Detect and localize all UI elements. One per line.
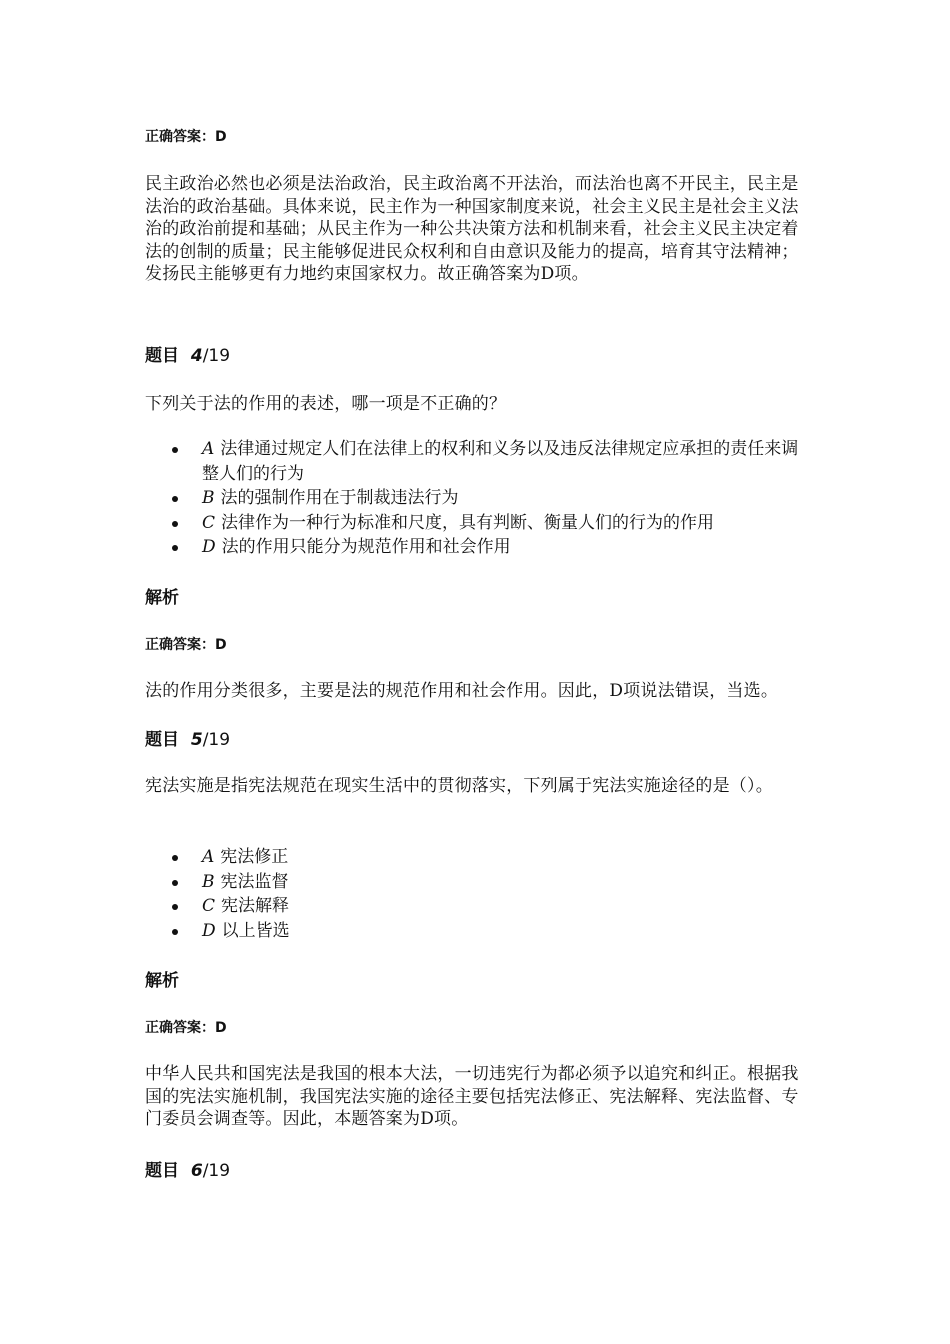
analysis-heading-5: 解析 [145,971,179,991]
option-d[interactable]: D 以上皆选 [145,919,802,944]
option-b[interactable]: B 宪法监督 [145,870,802,895]
correct-answer-1: 正确答案：D [145,129,227,145]
option-c[interactable]: C 法律作为一种行为标准和尺度，具有判断、衡量人们的行为的作用 [145,511,802,536]
bullet-icon [172,880,178,886]
analysis-heading-4: 解析 [145,588,179,608]
option-a[interactable]: A 法律通过规定人们在法律上的权利和义务以及违反法律规定应承担的责任来调整人们的行为 [145,437,802,486]
bullet-icon [172,521,178,527]
option-list-5 [145,845,802,943]
bullet-icon [172,904,178,910]
bullet-icon [172,545,178,551]
question-total: /19 [202,1161,231,1181]
question-number: 6 [190,1161,203,1181]
question-text-4: 下列关于法的作用的表述，哪一项是不正确的？ [145,394,507,414]
correct-answer-5: 正确答案：D [145,1020,227,1036]
option-list-4 [145,437,802,560]
question-text-5: 宪法实施是指宪法规范在现实生活中的贯彻落实，下列属于宪法实施途径的是（）。 [145,776,773,796]
bullet-icon [172,929,178,935]
question-number: 5 [190,730,203,750]
option-d[interactable]: D 法的作用只能分为规范作用和社会作用 [145,535,802,560]
bullet-icon [172,496,178,502]
question-label: 题目 [145,1161,179,1181]
question-total: /19 [202,346,231,366]
option-a[interactable]: A 宪法修正 [145,845,802,870]
question-title-5 [145,729,230,751]
explanation-4: 法的作用分类很多，主要是法的规范作用和社会作用。因此，D项说法错误，当选。 [145,681,779,701]
bullet-icon [172,855,178,861]
bullet-icon [172,447,178,453]
question-title-6 [145,1160,230,1182]
option-c[interactable]: C 宪法解释 [145,894,802,919]
explanation-5: 中华人民共和国宪法是我国的根本大法，一切违宪行为都必须予以追究和纠正。根据我国的宪法实施机制，我国宪法实施的途径主要包括宪法修正、宪法解释、宪法监督、专门委员会调查等。因此，本题答案为D项。 [145,1064,799,1129]
option-b[interactable]: B 法的强制作用在于制裁违法行为 [145,486,802,511]
question-label: 题目 [145,346,179,366]
question-number: 4 [190,346,203,366]
question-total: /19 [202,730,231,750]
explanation-1: 民主政治必然也必须是法治政治，民主政治离不开法治，而法治也离不开民主，民主是法治的政治基础。具体来说，民主作为一种国家制度来说，社会主义民主是社会主义法治的政治前提和基础；从民主作为一种公共决策方法和机制来看，社会主义民主决定着法的创制的质量；民主能够促进民众权利和自由意识及能力的提高，培育其守法精神；发扬民主能够更有力地约束国家权力。故正确答案为D项。 [145,174,799,284]
question-label: 题目 [145,730,179,750]
question-title-4 [145,345,230,367]
correct-answer-4: 正确答案：D [145,637,227,653]
